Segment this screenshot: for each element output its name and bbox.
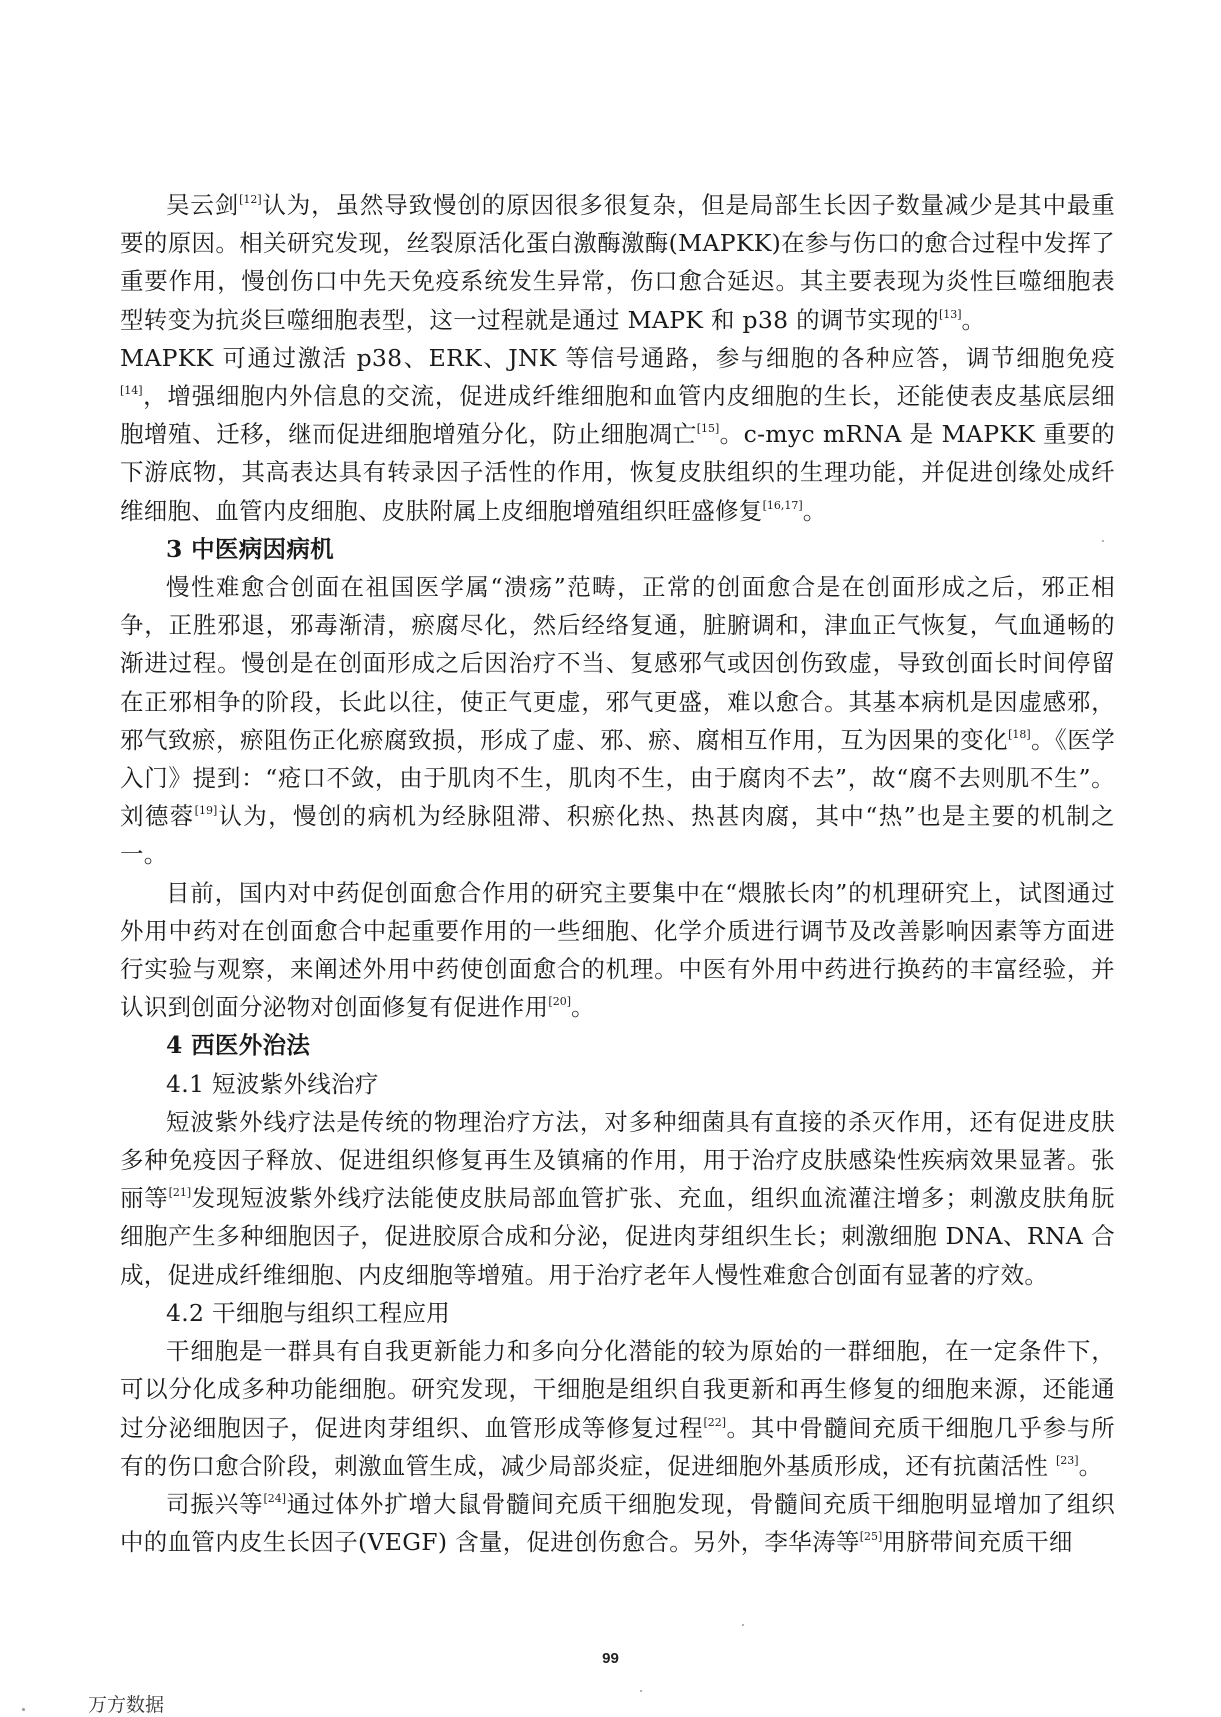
subsection-heading <box>120 1065 1115 1103</box>
text-run: 。 <box>1078 1451 1103 1480</box>
text-run: 。c-myc mRNA 是 MAPKK 重要的下游底物，其高表达具有转录因子活性的作用，恢复皮肤组织的生理功能，并促进创缘处成纤维细胞、血管内皮细胞、皮肤附属上皮细胞增殖组织旺盛修复 <box>120 420 1115 525</box>
text-run: 。 <box>961 305 986 334</box>
citation-marker: [18] <box>1008 727 1031 741</box>
scan-speck <box>22 1708 25 1711</box>
text-run: 通过体外扩增大鼠骨髓间充质干细胞发现，骨髓间充质干细胞明显增加了组织中的血管内皮生长因子(VEGF) 含量，促进创伤愈合。另外，李华涛等 <box>120 1489 1115 1557</box>
body-paragraph <box>120 186 1115 339</box>
body-paragraph <box>120 1103 1115 1294</box>
text-run: 发现短波紫外线疗法能使皮肤局部血管扩张、充血，组织血流灌注增多；刺激皮肤角朊细胞产生多种细胞因子，促进胶原合成和分泌，促进肉芽组织生长；刺激细胞 DNA、RNA 合成，促进成纤维细胞、内皮细胞等增殖。用于治疗老年人慢性难愈合创面有显著的疗效。 <box>120 1184 1115 1289</box>
text-run: 。《医学入门》提到：“疮口不敛，由于肌肉不生，肌肉不生，由于腐肉不去”，故“腐不去则肌不生”。 刘德蓉 <box>120 725 1115 831</box>
citation-marker: [22] <box>703 1415 727 1429</box>
citation-marker: [13] <box>938 307 962 321</box>
citation-marker: [23] <box>1055 1453 1079 1467</box>
text-run: MAPKK 可通过激活 p38、ERK、JNK 等信号通路，参与细胞的各种应答，调节细胞免疫 <box>120 343 1115 372</box>
text-run: 4.1 短波紫外线治疗 <box>166 1069 379 1098</box>
citation-marker: [21] <box>168 1186 192 1200</box>
section-heading <box>120 1026 1115 1064</box>
page-number: 99 <box>602 1650 619 1667</box>
text-run: 慢性难愈合创面在祖国医学属“溃疡”范畴，正常的创面愈合是在创面形成之后，邪正相争，正胜邪退，邪毒渐清，瘀腐尽化，然后经络复通，脏腑调和，津血正气恢复，气血通畅的渐进过程。慢创是在创面形成之后因治疗不当、复感邪气或因创伤致虚，导致创面长时间停留在正邪相争的阶段，长此以往，使正气更虚，邪气更盛，难以愈合。其基本病机是因虚感邪，邪气致瘀，瘀阻伤正化瘀腐致损，形成了虚、邪、瘀、腐相互作用，互为因果的变化 <box>120 573 1115 754</box>
citation-marker: [24] <box>263 1491 287 1505</box>
text-run: 吴云剑 <box>166 191 240 219</box>
text-run: 。 <box>802 496 827 525</box>
body-paragraph <box>120 1332 1115 1485</box>
text-run: 3 中医病因病机 <box>166 534 334 563</box>
text-run: 短波紫外线疗法是传统的物理治疗方法，对多种细菌具有直接的杀灭作用，还有促进皮肤多种免疫因子释放、促进组织修复再生及镇痛的作用，用于治疗皮肤感染性疾病效果显著。张丽等 <box>120 1107 1115 1213</box>
body-paragraph <box>120 339 1115 530</box>
citation-marker: [19] <box>194 804 218 818</box>
text-run: 用脐带间充质干细 <box>882 1528 1073 1557</box>
citation-marker: [12] <box>239 193 262 206</box>
scan-speck <box>1102 540 1104 542</box>
text-run: 司振兴等 <box>166 1489 264 1518</box>
body-paragraph <box>120 568 1115 874</box>
citation-marker: [20] <box>548 995 571 1009</box>
text-run: 认为，慢创的病机为经脉阻滞、积瘀化热、热甚肉腐，其中“热”也是主要的机制之一。 <box>120 802 1115 869</box>
body-paragraph <box>120 874 1115 1027</box>
text-run: ，增强细胞内外信息的交流，促进成纤维细胞和血管内皮细胞的生长，还能使表皮基底层细胞增殖、迁移，继而促进细胞增殖分化，防止细胞凋亡 <box>120 382 1115 449</box>
subsection-heading <box>120 1294 1115 1332</box>
text-run: 。其中骨髓间充质干细胞几乎参与所有的伤口愈合阶段，刺激血管生成，减少局部炎症，促进细胞外基质形成，还有抗菌活性 <box>120 1413 1115 1480</box>
scan-speck <box>640 1690 642 1692</box>
scan-speck <box>742 1624 744 1626</box>
citation-marker: [15] <box>696 422 720 436</box>
body-paragraph <box>120 1485 1115 1561</box>
citation-marker: [16,17] <box>762 498 803 512</box>
text-run: 认为，虽然导致慢创的原因很多很复杂，但是局部生长因子数量减少是其中最重要的原因。相关研究发现，丝裂原活化蛋白激酶激酶(MAPKK)在参与伤口的愈合过程中发挥了重要作用，慢创伤口中先天免疫系统发生异常，伤口愈合延迟。其主要表现为炎性巨噬细胞表型转变为抗炎巨噬细胞表型，这一过程就是通过 MAPK 和 p38 的调节实现的 <box>120 191 1115 334</box>
text-run: 干细胞是一群具有自我更新能力和多向分化潜能的较为原始的一群细胞，在一定条件下，可以分化成多种功能细胞。研究发现，干细胞是组织自我更新和再生修复的细胞来源，还能通过分泌细胞因子，促进肉芽组织、血管形成等修复过程 <box>120 1337 1115 1442</box>
watermark: 万方数据 <box>88 1694 165 1716</box>
citation-marker: [25] <box>859 1530 883 1544</box>
text-run: 4 西医外治法 <box>166 1031 311 1060</box>
text-run: 目前，国内对中药促创面愈合作用的研究主要集中在“煨脓长肉”的机理研究上，试图通过外用中药对在创面愈合中起重要作用的一些细胞、化学介质进行调节及改善影响因素等方面进行实验与观察，来阐述外用中药使创面愈合的机理。中医有外用中药进行换药的丰富经验，并认识到创面分泌物对创面修复有促进作用 <box>120 878 1115 1022</box>
body-text <box>120 186 1115 1561</box>
text-run: 。 <box>571 993 595 1022</box>
section-heading <box>120 530 1115 568</box>
citation-marker: [14] <box>120 384 143 398</box>
text-run: 4.2 干细胞与组织工程应用 <box>166 1298 451 1327</box>
